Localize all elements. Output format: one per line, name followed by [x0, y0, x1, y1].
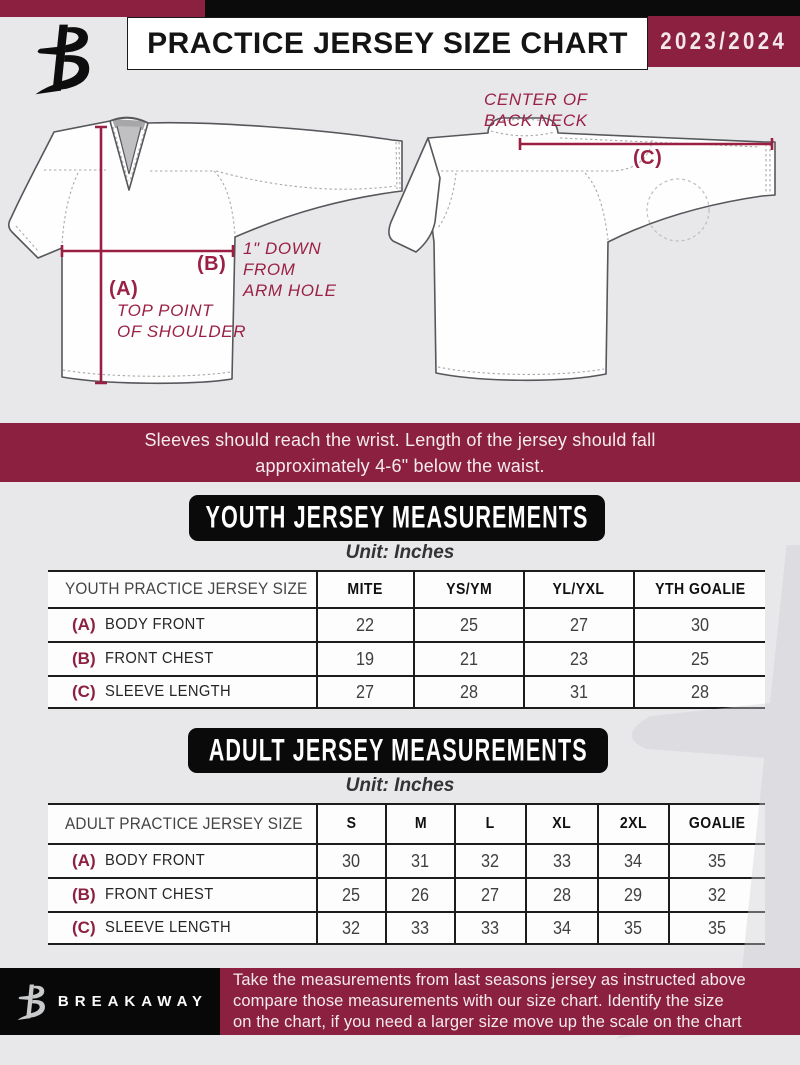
adult-header-l [454, 803, 525, 843]
table-cell [316, 877, 385, 911]
table-cell [525, 843, 597, 877]
footer-instructions-panel [220, 968, 800, 1035]
footer-line1: Take the measurements from last seasons jersey as instructed above [233, 971, 746, 989]
adult-section-banner [188, 728, 608, 773]
row-label: BODY FRONT [104, 852, 205, 869]
breakaway-b-logo [24, 20, 96, 98]
cell-value: 25 [459, 614, 479, 635]
cell-value: 34 [624, 850, 643, 871]
cell-value: 33 [552, 850, 572, 871]
table-row-label [48, 607, 316, 641]
table-row-label [48, 675, 316, 709]
cell-value: 27 [481, 884, 500, 905]
cell-value: 33 [411, 917, 430, 938]
table-cell [633, 641, 765, 675]
cell-value: 34 [552, 917, 572, 938]
page-title: PRACTICE JERSEY SIZE CHART [147, 26, 628, 60]
adult-banner-label: ADULT JERSEY MEASUREMENTS [208, 732, 588, 768]
cell-value: 35 [708, 917, 727, 938]
measure-b-key: (B) [197, 253, 227, 275]
cell-value: 32 [342, 917, 361, 938]
row-label: SLEEVE LENGTH [104, 683, 231, 700]
center-back-neck-label [484, 89, 588, 131]
table-cell [523, 641, 633, 675]
table-cell [633, 607, 765, 641]
cell-value: 21 [459, 648, 479, 669]
b-desc-line1: 1" DOWN [243, 239, 322, 258]
cell-value: 22 [356, 614, 375, 635]
measure-a-desc [117, 300, 246, 342]
cell-value: 19 [356, 648, 375, 669]
cell-value: 30 [690, 614, 710, 635]
table-cell [668, 911, 765, 945]
youth-header-ylyxl [523, 570, 633, 607]
b-desc-line3: ARM HOLE [243, 281, 337, 300]
table-cell [454, 911, 525, 945]
table-row-label [48, 641, 316, 675]
fit-notice-banner [0, 423, 800, 482]
table-row-label [48, 843, 316, 877]
cell-value: 26 [411, 884, 430, 905]
adult-header-2xl-label: 2XL [619, 815, 648, 832]
youth-header-mite [316, 570, 413, 607]
adult-header-goalie [668, 803, 765, 843]
measure-a-key: (A) [109, 278, 139, 300]
cell-value: 32 [708, 884, 727, 905]
table-cell [316, 607, 413, 641]
youth-unit-label: Unit: Inches [345, 542, 455, 563]
table-cell [525, 911, 597, 945]
row-key: (A) [72, 615, 96, 634]
youth-header-goalie-label: YTH GOALIE [654, 580, 746, 598]
center-back-neck-line2: BACK NECK [484, 111, 588, 130]
notice-line2: approximately 4-6" below the waist. [255, 455, 545, 476]
table-cell [413, 607, 523, 641]
table-cell [523, 675, 633, 709]
cell-value: 28 [552, 884, 572, 905]
youth-size-table [48, 570, 765, 709]
a-desc-line2: OF SHOULDER [117, 322, 247, 341]
top-strip-black [205, 0, 800, 17]
table-row-label [48, 877, 316, 911]
adult-header-size-label: ADULT PRACTICE JERSEY SIZE [65, 814, 303, 833]
cell-value: 25 [342, 884, 361, 905]
adult-header-xl-label: XL [552, 815, 572, 832]
a-desc-line1: TOP POINT [117, 301, 214, 320]
table-cell [413, 641, 523, 675]
cell-value: 31 [569, 681, 589, 702]
measure-c-key: (C) [633, 147, 663, 169]
row-key: (C) [72, 682, 96, 701]
table-cell [597, 877, 668, 911]
notice-line1: Sleeves should reach the wrist. Length of the jersey should fall [144, 429, 656, 450]
cell-value: 35 [624, 917, 643, 938]
measure-b-desc [243, 238, 337, 301]
cell-value: 27 [356, 681, 375, 702]
adult-header-size [48, 803, 316, 843]
cell-value: 27 [569, 614, 589, 635]
table-cell [316, 675, 413, 709]
table-cell [668, 877, 765, 911]
table-cell [525, 877, 597, 911]
cell-value: 31 [411, 850, 430, 871]
adult-size-table [48, 803, 765, 945]
footer-b-logo [12, 982, 48, 1022]
row-key: (C) [72, 918, 96, 937]
cell-value: 29 [624, 884, 643, 905]
cell-value: 28 [459, 681, 479, 702]
table-cell [316, 843, 385, 877]
youth-header-mite-label: MITE [347, 580, 384, 598]
cell-value: 25 [690, 648, 710, 669]
table-cell [454, 843, 525, 877]
table-cell [385, 911, 454, 945]
table-cell [597, 843, 668, 877]
cell-value: 32 [481, 850, 500, 871]
adult-unit-label: Unit: Inches [345, 775, 455, 796]
table-cell [523, 607, 633, 641]
row-label: FRONT CHEST [104, 650, 214, 667]
table-cell [316, 911, 385, 945]
table-row-label [48, 911, 316, 945]
adult-header-goalie-label: GOALIE [689, 815, 746, 832]
table-cell [316, 641, 413, 675]
table-cell [385, 877, 454, 911]
row-label: FRONT CHEST [104, 886, 214, 903]
table-cell [597, 911, 668, 945]
youth-banner-label: YOUTH JERSEY MEASUREMENTS [205, 500, 589, 535]
youth-header-ylyxl-label: YL/YXL [553, 580, 605, 598]
cell-value: 33 [481, 917, 500, 938]
row-label: SLEEVE LENGTH [104, 919, 231, 936]
table-cell [413, 675, 523, 709]
youth-header-size-label: YOUTH PRACTICE JERSEY SIZE [65, 580, 308, 598]
adult-header-s-label: S [346, 815, 357, 832]
youth-section-banner [189, 495, 605, 541]
cell-value: 28 [690, 681, 710, 702]
adult-header-2xl [597, 803, 668, 843]
adult-header-m-label: M [414, 815, 427, 832]
adult-header-s [316, 803, 385, 843]
footer-brand-name: BREAKAWAY [57, 993, 209, 1010]
youth-header-goalie [633, 570, 765, 607]
top-strip-maroon [0, 0, 205, 17]
footer-line2: compare those measurements with our size chart. Identify the size [233, 992, 724, 1010]
footer-brand-panel [0, 968, 220, 1035]
season-badge [648, 16, 800, 67]
row-label: BODY FRONT [104, 616, 205, 633]
footer-line3: on the chart, if you need a larger size move up the scale on the chart [233, 1013, 742, 1031]
row-key: (B) [72, 649, 96, 668]
jersey-diagram [0, 74, 800, 424]
cell-value: 23 [569, 648, 589, 669]
row-key: (A) [72, 851, 96, 870]
adult-header-m [385, 803, 454, 843]
youth-header-ysym-label: YS/YM [445, 580, 493, 598]
table-cell [633, 675, 765, 709]
table-cell [454, 877, 525, 911]
b-desc-line2: FROM [243, 260, 296, 279]
adult-header-l-label: L [485, 815, 496, 832]
cell-value: 30 [342, 850, 361, 871]
cell-value: 35 [708, 850, 727, 871]
adult-header-xl [525, 803, 597, 843]
table-cell [668, 843, 765, 877]
row-key: (B) [72, 885, 96, 904]
youth-header-ysym [413, 570, 523, 607]
page-title-bar [127, 17, 648, 70]
center-back-neck-line1: CENTER OF [484, 90, 588, 109]
table-cell [385, 843, 454, 877]
season-label: 2023/2024 [660, 27, 788, 55]
youth-header-size [48, 570, 316, 607]
